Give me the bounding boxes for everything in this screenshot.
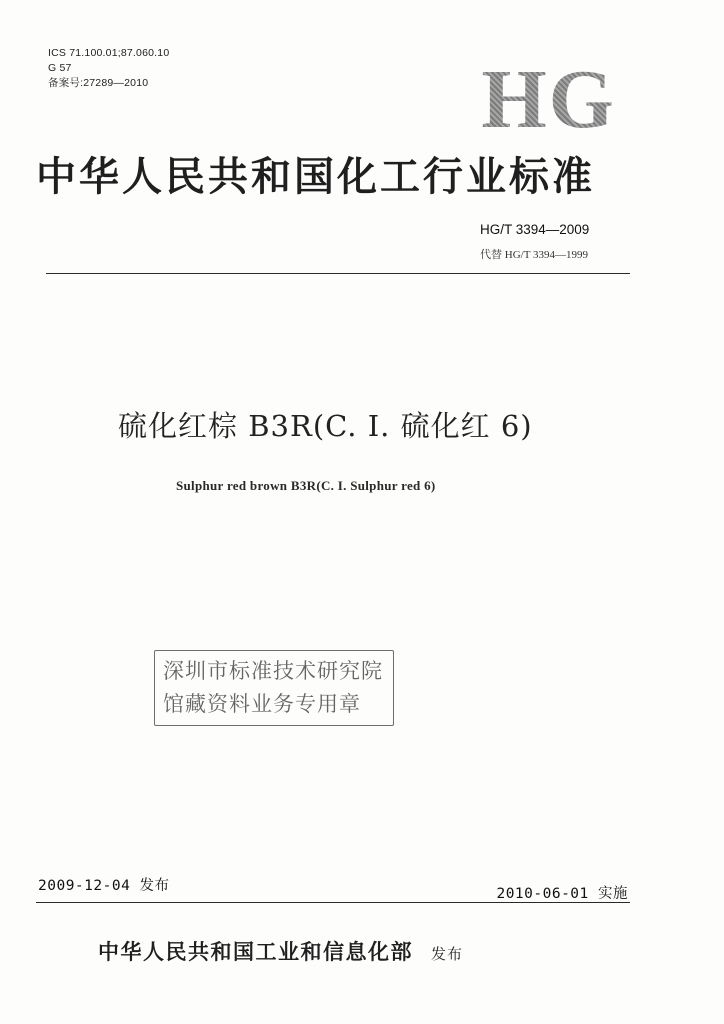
ccs-code: G 57 bbox=[48, 62, 72, 74]
ics-code: ICS 71.100.01;87.060.10 bbox=[48, 47, 170, 59]
standard-number: HG/T 3394—2009 bbox=[480, 222, 590, 237]
stamp-line-2: 馆藏资料业务专用章 bbox=[163, 692, 361, 716]
implementation-date: 2010-06-01 实施 bbox=[496, 886, 628, 902]
hg-logo: HG bbox=[481, 53, 616, 146]
bottom-divider bbox=[36, 902, 630, 903]
top-divider bbox=[46, 273, 630, 274]
classification-block bbox=[48, 46, 169, 91]
record-number: 备案号:27289—2010 bbox=[48, 77, 149, 89]
document-title-en: Sulphur red brown B3R(C. I. Sulphur red 6) bbox=[176, 478, 436, 493]
standard-type-heading: 中华人民共和国化工行业标准 bbox=[36, 153, 595, 200]
replaces-standard: 代替 HG/T 3394—1999 bbox=[480, 249, 588, 261]
library-stamp bbox=[154, 650, 394, 726]
publisher-name: 中华人民共和国工业和信息化部 bbox=[98, 939, 413, 964]
document-title-cn: 硫化红棕 B3R(C. I. 硫化红 6) bbox=[118, 409, 533, 443]
publisher-line bbox=[98, 936, 463, 966]
issue-date: 2009-12-04 发布 bbox=[38, 878, 170, 894]
publisher-suffix: 发布 bbox=[431, 945, 464, 963]
stamp-line-1: 深圳市标准技术研究院 bbox=[163, 659, 383, 683]
